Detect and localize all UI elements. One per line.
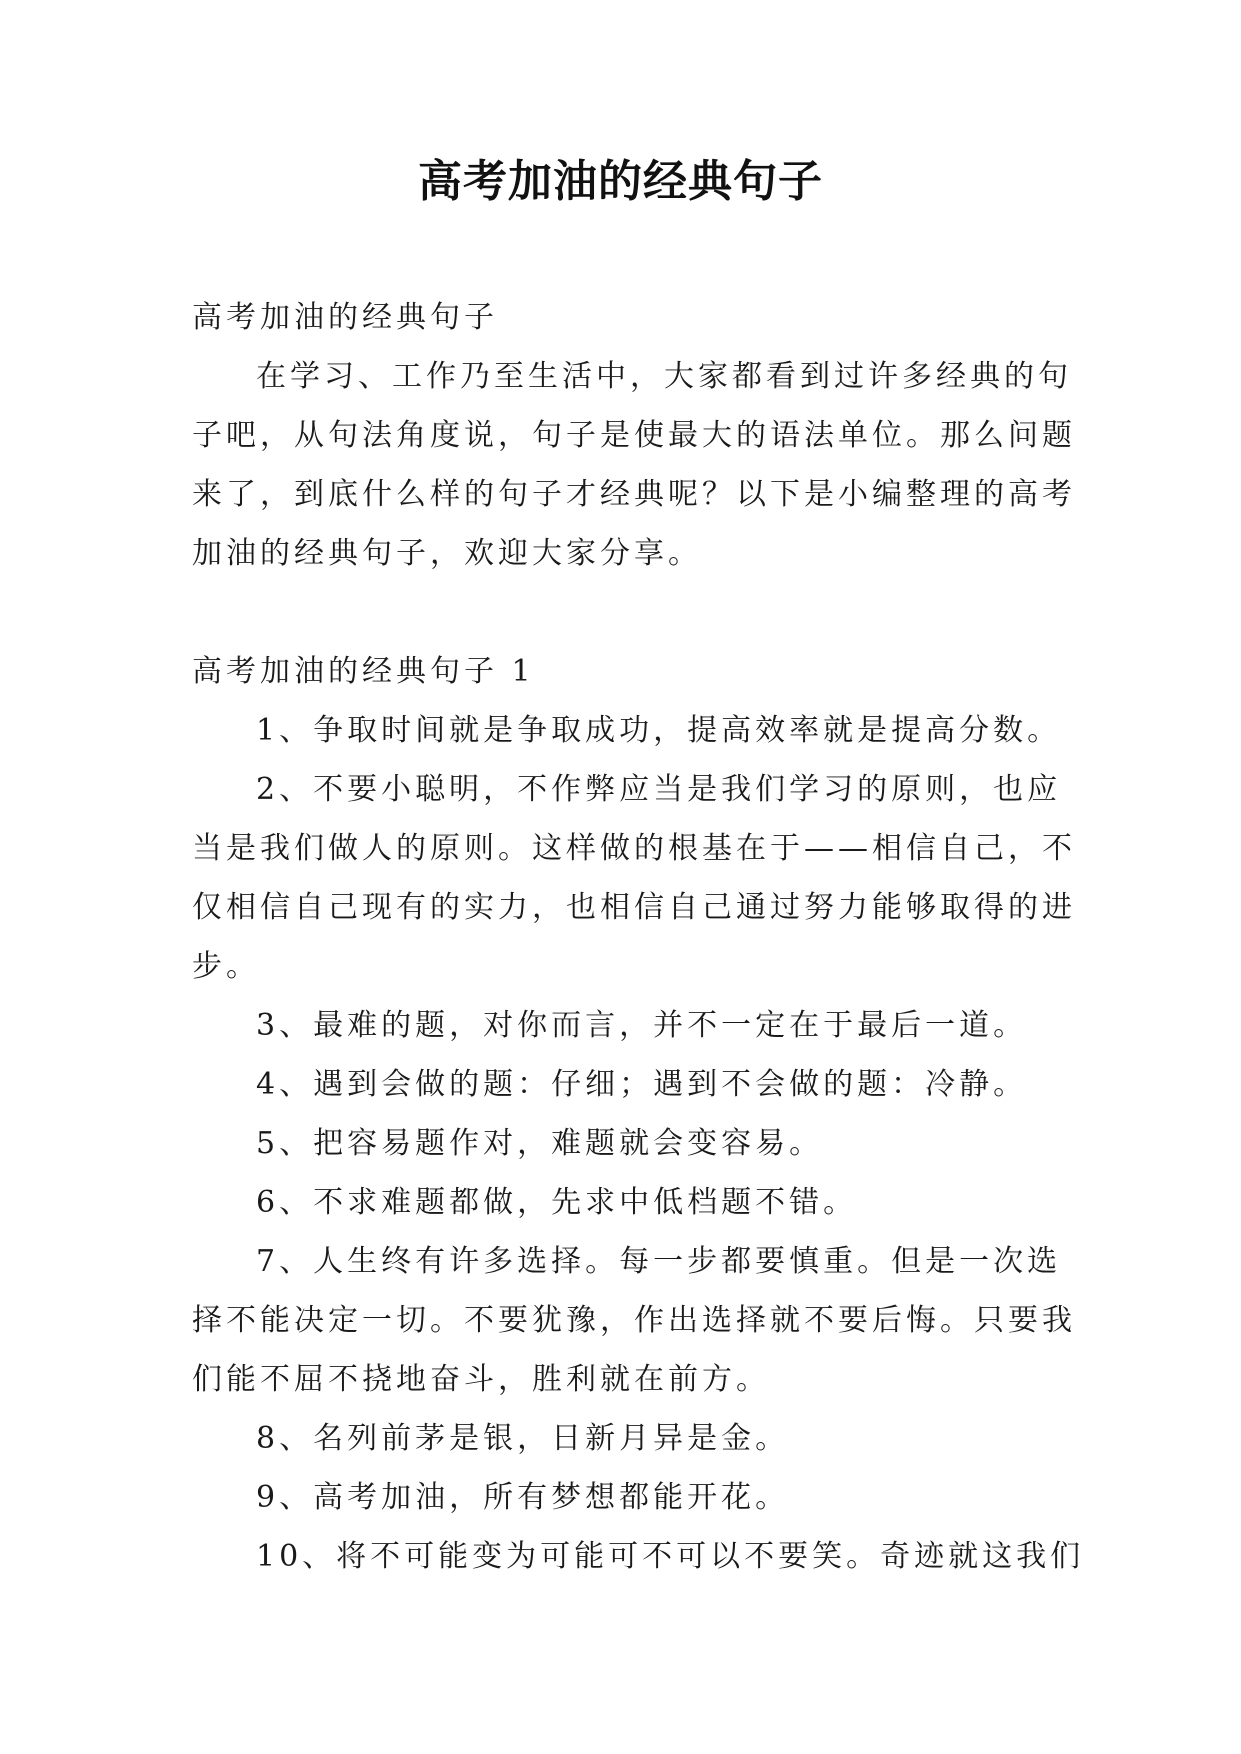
list-item-8: 8、名列前茅是银，日新月异是金。: [256, 1421, 790, 1456]
list-item-1: 1、争取时间就是争取成功，提高效率就是提高分数。: [256, 713, 1062, 748]
intro-line: 子吧，从句法角度说，句子是使最大的语法单位。那么问题: [192, 418, 1076, 453]
subtitle: 高考加油的经典句子: [192, 300, 498, 335]
list-item-2-cont: 仅相信自己现有的实力，也相信自己通过努力能够取得的进: [192, 890, 1076, 925]
list-item-7-cont: 们能不屈不挠地奋斗，胜利就在前方。: [192, 1362, 770, 1397]
paragraph-gap: [192, 583, 1050, 642]
list-item-5: 5、把容易题作对，难题就会变容易。: [256, 1126, 824, 1161]
list-item-4: 4、遇到会做的题：仔细；遇到不会做的题：冷静。: [256, 1067, 1028, 1102]
list-item-6: 6、不求难题都做，先求中低档题不错。: [256, 1185, 858, 1220]
list-item-2-cont: 当是我们做人的原则。这样做的根基在于——相信自己，不: [192, 831, 1076, 866]
list-item-7: 7、人生终有许多选择。每一步都要慎重。但是一次选: [256, 1244, 1062, 1279]
intro-line: 在学习、工作乃至生活中，大家都看到过许多经典的句: [256, 359, 1072, 394]
document-body: [192, 288, 1085, 1586]
list-item-2-cont: 步。: [192, 949, 260, 984]
list-item-3: 3、最难的题，对你而言，并不一定在于最后一道。: [256, 1008, 1028, 1043]
document-title: 高考加油的经典句子: [418, 156, 823, 207]
list-item-10: 10、将不可能变为可能可不可以不要笑。奇迹就这我们: [256, 1539, 1085, 1574]
list-item-7-cont: 择不能决定一切。不要犹豫，作出选择就不要后悔。只要我: [192, 1303, 1076, 1338]
list-item-9: 9、高考加油，所有梦想都能开花。: [256, 1480, 790, 1515]
intro-line: 来了，到底什么样的句子才经典呢？以下是小编整理的高考: [192, 477, 1076, 512]
section-heading: 高考加油的经典句子 1: [192, 654, 535, 689]
list-item-2: 2、不要小聪明，不作弊应当是我们学习的原则，也应: [256, 772, 1062, 807]
intro-line: 加油的经典句子，欢迎大家分享。: [192, 536, 702, 571]
